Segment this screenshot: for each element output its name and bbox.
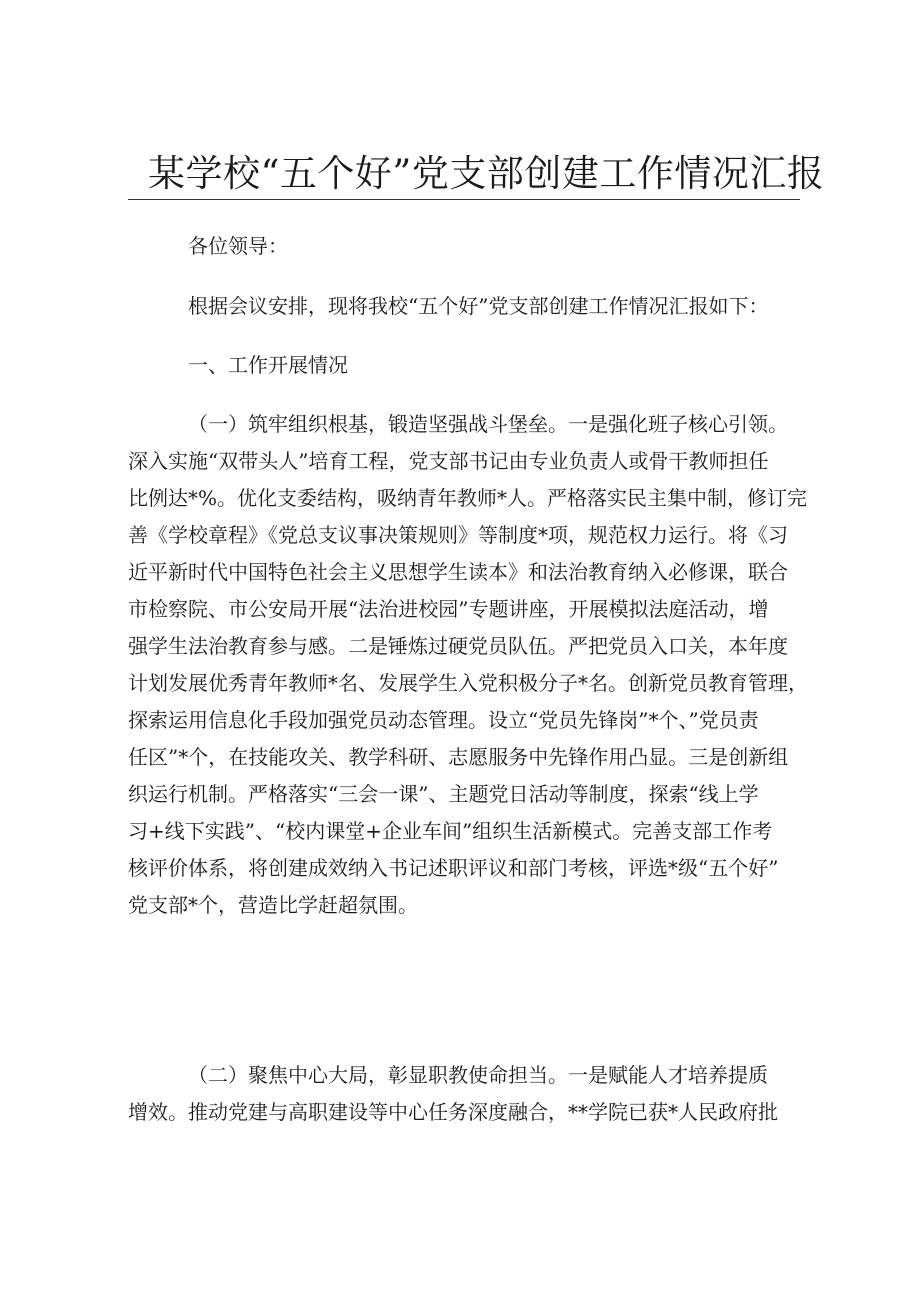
document-title: 某学校“五个好”党支部创建工作情况汇报 [148,152,825,195]
paragraph-line: 织运行机制。严格落实“三会一课”、主题党日活动等制度，探索“线上学 [128,782,759,806]
paragraph-line: （一）筑牢组织根基，锻造坚强战斗堡垒。一是强化班子核心引领。 [188,412,788,436]
section-heading: 一、工作开展情况 [188,353,348,377]
paragraph-line: （二）聚焦中心大局，彰显职教使命担当。一是赋能人才培养提质 [188,1063,768,1087]
paragraph-line: 强学生法治教育参与感。二是锤炼过硬党员队伍。严把党员入口关，本年度 [128,634,788,658]
paragraph-line: 深入实施“双带头人”培育工程，党支部书记由专业负责人或骨干教师担任 [128,449,769,473]
paragraph-line: 善《学校章程》《党总支议事决策规则》等制度*项，规范权力运行。将《习 [128,523,788,547]
paragraph-line: 比例达*%。优化支委结构，吸纳青年教师*人。严格落实民主集中制，修订完 [128,486,808,510]
paragraph-line: 增效。推动党建与高职建设等中心任务深度融合，**学院已获*人民政府批 [128,1100,778,1124]
paragraph-line: 市检察院、市公安局开展“法治进校园”专题讲座，开展模拟法庭活动，增 [128,597,769,621]
paragraph-line: 计划发展优秀青年教师*名、发展学生入党积极分子*名。创新党员教育管理， [128,671,808,695]
paragraph-line: 习+线下实践”、“校内课堂+企业车间”组织生活新模式。完善支部工作考 [128,819,773,843]
paragraph-line: 任区”*个，在技能攻关、教学科研、志愿服务中先锋作用凸显。三是创新组 [128,745,789,769]
paragraph-line: 党支部*个，营造比学赶超氛围。 [128,893,418,917]
paragraph-2 [128,1065,778,1139]
greeting: 各位领导： [188,234,288,258]
intro-paragraph: 根据会议安排，现将我校“五个好”党支部创建工作情况汇报如下： [188,294,769,318]
paragraph-line: 核评价体系，将创建成效纳入书记述职评议和部门考核，评选*级“五个好” [128,856,779,880]
paragraph-1 [128,414,808,932]
title-underline [128,199,800,200]
paragraph-line: 近平新时代中国特色社会主义思想学生读本》和法治教育纳入必修课，联合 [128,560,788,584]
paragraph-line: 探索运用信息化手段加强党员动态管理。设立“党员先锋岗”*个、”党员责 [128,708,759,732]
